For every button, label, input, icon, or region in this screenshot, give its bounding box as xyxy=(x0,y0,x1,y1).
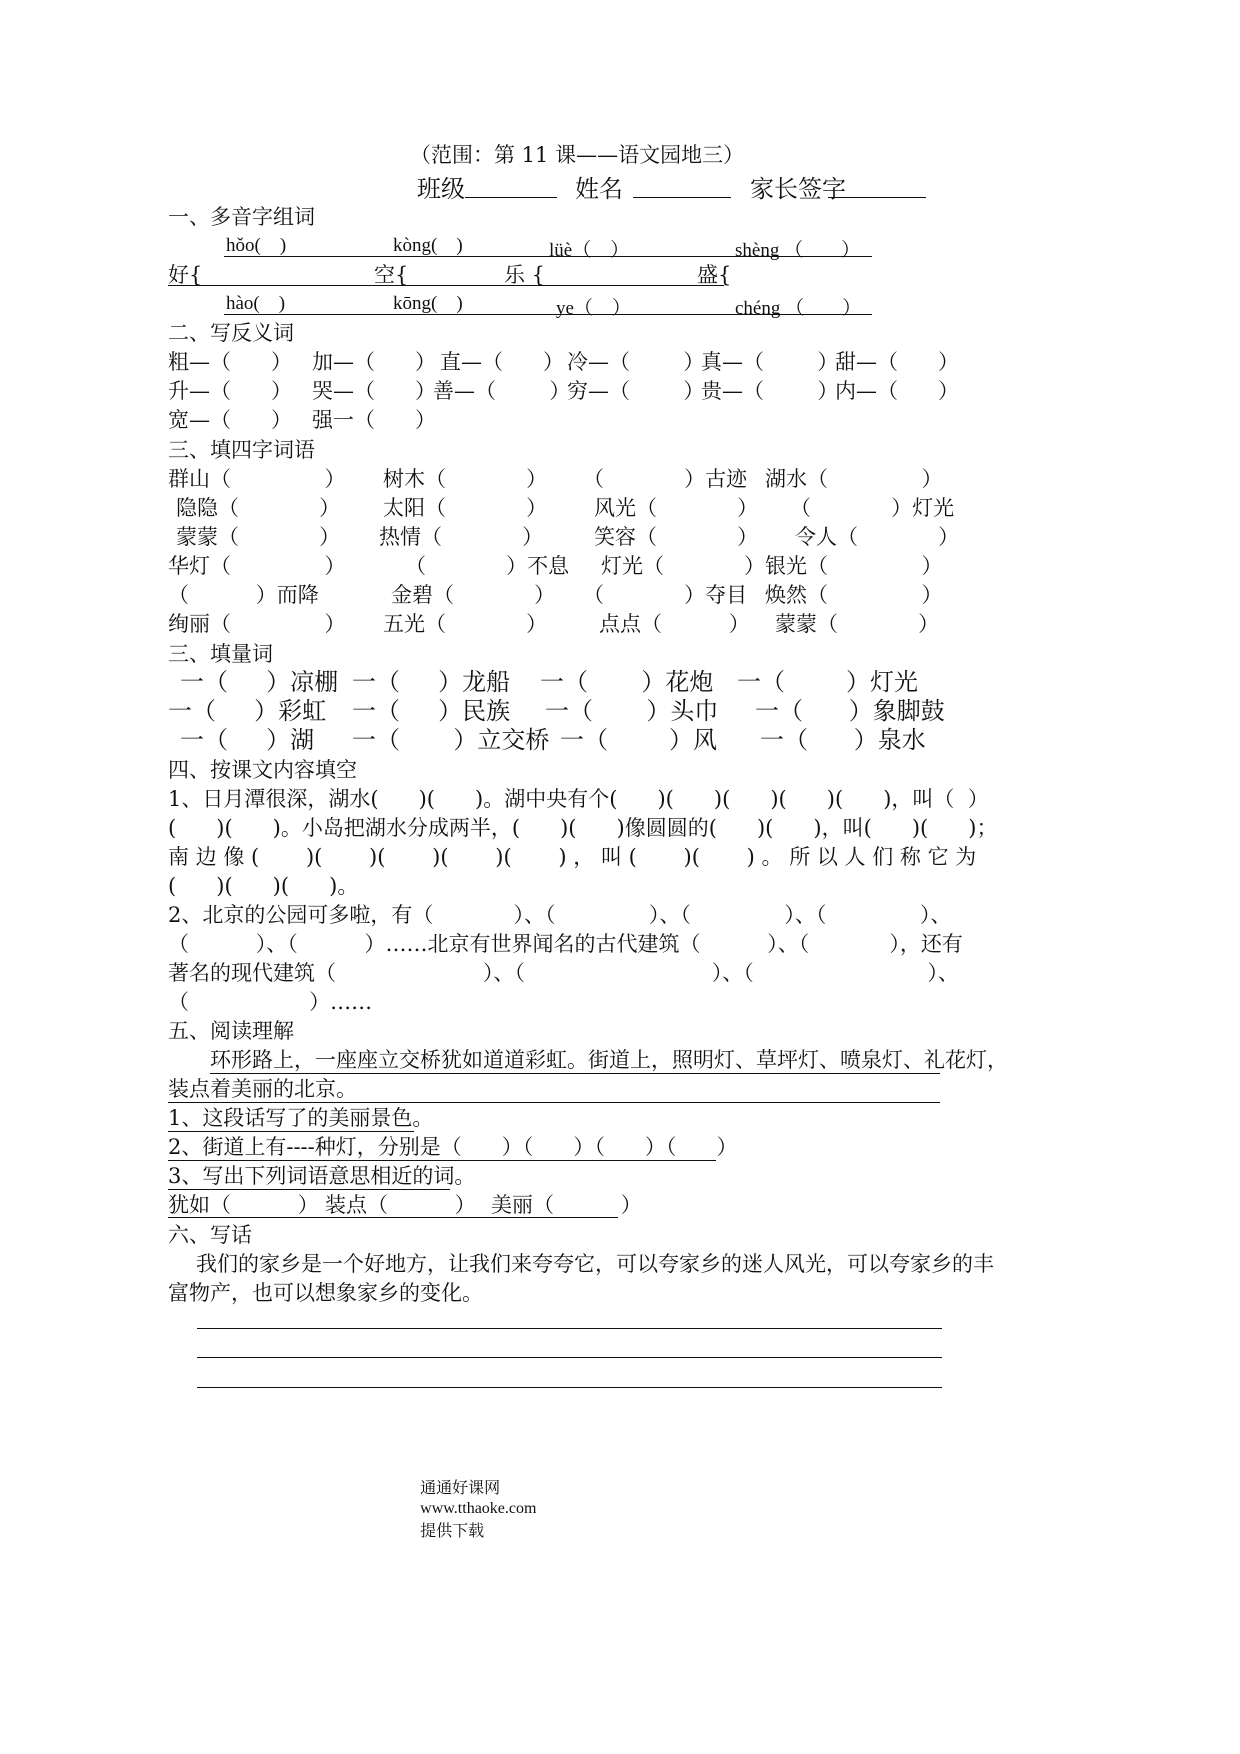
measure-item[interactable]: 一（ ）头巾 xyxy=(545,697,719,725)
pinyin-cheng2: chéng （ ） xyxy=(735,298,862,319)
footer xyxy=(410,1456,536,1541)
measure-item[interactable]: 一（ ）立交桥 xyxy=(352,726,550,754)
antonym-item[interactable]: 直—（ ） xyxy=(440,350,565,374)
section-measure-heading: 三、填量词 xyxy=(168,642,273,666)
four-char-item[interactable]: 银光（ ） xyxy=(765,554,943,578)
writing-prompt-line-1: 我们的家乡是一个好地方，让我们来夸夸它，可以夸家乡的迷人风光，可以夸家乡的丰 xyxy=(196,1252,994,1276)
underline xyxy=(168,1131,414,1132)
four-char-item[interactable]: （ ）夺目 xyxy=(583,583,748,607)
underline xyxy=(210,1073,940,1074)
antonym-item[interactable]: 穷—（ ） xyxy=(567,379,705,403)
antonym-item[interactable]: 哭—（ ） xyxy=(312,379,437,403)
measure-item[interactable]: 一（ ）凉棚 xyxy=(180,668,339,696)
writing-line[interactable] xyxy=(197,1328,942,1329)
four-char-item[interactable]: 笑容（ ） xyxy=(594,525,759,549)
pinyin-hao4: hào( ) xyxy=(226,293,286,314)
four-char-item[interactable]: 点点（ ） xyxy=(599,612,750,636)
writing-line[interactable] xyxy=(197,1357,942,1358)
four-char-item[interactable]: 树木（ ） xyxy=(383,467,548,491)
fill-line[interactable]: 著名的现代建筑（ ）、（ ）、（ ）、 xyxy=(168,961,959,985)
fill-line[interactable]: （ ）…… xyxy=(168,990,373,1014)
fill-line[interactable]: （ ）、（ ）……北京有世界闻名的古代建筑（ ）、（ ），还有 xyxy=(168,932,963,956)
four-char-item[interactable]: （ ）不息 xyxy=(405,554,570,578)
underline xyxy=(168,1160,716,1161)
reading-passage-line-1: 环形路上，一座座立交桥犹如道道彩虹。街道上，照明灯、草坪灯、喷泉灯、礼花灯， xyxy=(210,1048,1008,1072)
underline xyxy=(168,1102,940,1103)
name-label: 姓名 xyxy=(575,175,623,203)
measure-item[interactable]: 一（ ）民族 xyxy=(352,697,511,725)
four-char-item[interactable]: 蒙蒙（ ） xyxy=(176,525,341,549)
four-char-item[interactable]: 蒙蒙（ ） xyxy=(775,612,940,636)
fill-line[interactable]: 2、北京的公园可多啦，有（ ）、（ ）、（ ）、（ ）、 xyxy=(168,903,952,927)
underline xyxy=(168,1189,450,1190)
section-3-heading: 三、填四字词语 xyxy=(168,438,315,462)
section-2-heading: 二、写反义词 xyxy=(168,321,294,345)
measure-item[interactable]: 一（ ）风 xyxy=(560,726,718,754)
measure-item[interactable]: 一（ ）彩虹 xyxy=(168,697,327,725)
section-1-heading: 一、多音字组词 xyxy=(168,205,315,229)
synonym-item[interactable]: 美丽（ ） xyxy=(491,1193,642,1217)
fill-line[interactable]: 南 边 像 ( )( )( )( )( ) ， 叫 ( )( ) 。 所 以 人 们 称 它 为 xyxy=(168,845,977,869)
pinyin-lue4: lüè（ ） xyxy=(549,240,630,261)
measure-item[interactable]: 一（ ）灯光 xyxy=(737,668,919,696)
section-5-heading: 五、阅读理解 xyxy=(168,1019,294,1043)
pinyin-hao3: hǒo( ) xyxy=(226,235,287,256)
antonym-item[interactable]: 真—（ ） xyxy=(701,350,839,374)
char-sheng: 盛{ xyxy=(697,263,732,287)
synonym-item[interactable]: 装点（ ） xyxy=(325,1193,476,1217)
four-char-item[interactable]: 金碧（ ） xyxy=(391,583,556,607)
section-6-heading: 六、写话 xyxy=(168,1223,252,1247)
parent-signature-line[interactable] xyxy=(828,197,926,198)
measure-item[interactable]: 一（ ）湖 xyxy=(180,726,315,754)
char-hao: 好{ xyxy=(168,263,203,287)
pinyin-kong1: kōng( ) xyxy=(393,293,463,314)
class-label: 班级 xyxy=(417,175,465,203)
polyphone-line-3 xyxy=(224,314,872,315)
antonym-item[interactable]: 强一（ ） xyxy=(312,408,437,432)
antonym-item[interactable]: 冷—（ ） xyxy=(567,350,705,374)
four-char-item[interactable]: （ ）古迹 xyxy=(583,467,748,491)
fill-line[interactable]: ( )( )( )。 xyxy=(168,874,359,898)
antonym-item[interactable]: 内—（ ） xyxy=(835,379,960,403)
pinyin-kong4: kòng( ) xyxy=(393,235,463,256)
four-char-item[interactable]: 灯光（ ） xyxy=(601,554,766,578)
char-le: 乐 { xyxy=(504,263,546,287)
parent-signature-label: 家长签字 xyxy=(750,175,846,203)
four-char-item[interactable]: 隐隐（ ） xyxy=(176,496,341,520)
antonym-item[interactable]: 甜—（ ） xyxy=(835,350,960,374)
measure-item[interactable]: 一（ ）泉水 xyxy=(760,726,926,754)
antonym-item[interactable]: 善—（ ） xyxy=(433,379,571,403)
antonym-item[interactable]: 粗—（ ） xyxy=(168,350,293,374)
four-char-item[interactable]: 热情（ ） xyxy=(379,525,544,549)
four-char-item[interactable]: （ ）灯光 xyxy=(790,496,955,520)
writing-prompt-line-2: 富物产，也可以想象家乡的变化。 xyxy=(168,1281,483,1305)
underline xyxy=(168,1217,618,1218)
footer-site: 通通好课网 xyxy=(420,1478,501,1497)
antonym-item[interactable]: 升—（ ） xyxy=(168,379,293,403)
four-char-item[interactable]: 绚丽（ ） xyxy=(168,612,346,636)
reading-question-1[interactable]: 1、这段话写了的美丽景色。 xyxy=(168,1106,434,1130)
footer-download: 提供下载 xyxy=(420,1521,485,1540)
pinyin-sheng4: shèng （ ） xyxy=(735,240,861,261)
char-kong: 空{ xyxy=(374,263,409,287)
four-char-item[interactable]: （ ）而降 xyxy=(168,583,319,607)
name-field-line[interactable] xyxy=(633,197,731,198)
four-char-item[interactable]: 太阳（ ） xyxy=(383,496,548,520)
fill-line[interactable]: 1、日月潭很深，湖水( )( )。湖中央有个( )( )( )( )( )，叫（ ） xyxy=(168,787,989,811)
measure-item[interactable]: 一（ ）象脚鼓 xyxy=(755,697,945,725)
pinyin-ye: ye（ ） xyxy=(556,298,631,319)
footer-url[interactable]: www.tthaoke.com xyxy=(420,1500,537,1517)
four-char-item[interactable]: 焕然（ ） xyxy=(765,583,943,607)
class-field-line[interactable] xyxy=(465,197,557,198)
writing-line[interactable] xyxy=(197,1387,942,1388)
fill-line[interactable]: ( )( )。小岛把湖水分成两半，( )( )像圆圆的( )( )，叫( )( )； xyxy=(168,816,998,840)
four-char-item[interactable]: 令人（ ） xyxy=(795,525,960,549)
antonym-item[interactable]: 加—（ ） xyxy=(312,350,437,374)
four-char-item[interactable]: 群山（ ） xyxy=(168,467,346,491)
reading-passage-line-2: 装点着美丽的北京。 xyxy=(168,1077,357,1101)
reading-question-3: 3、写出下列词语意思相近的词。 xyxy=(168,1164,476,1188)
antonym-item[interactable]: 宽—（ ） xyxy=(168,408,293,432)
section-4-heading: 四、按课文内容填空 xyxy=(168,758,357,782)
four-char-item[interactable]: 湖水（ ） xyxy=(765,467,943,491)
range-title: （范围：第 11 课——语文园地三） xyxy=(410,143,745,167)
antonym-item[interactable]: 贵—（ ） xyxy=(701,379,839,403)
polyphone-line-2 xyxy=(168,285,724,286)
polyphone-line-1 xyxy=(224,256,872,257)
reading-question-2[interactable]: 2、街道上有----种灯，分别是（ ）（ ）（ ）（ ） xyxy=(168,1135,738,1159)
four-char-item[interactable]: 五光（ ） xyxy=(383,612,548,636)
synonym-item[interactable]: 犹如（ ） xyxy=(168,1193,319,1217)
four-char-item[interactable]: 风光（ ） xyxy=(594,496,759,520)
measure-item[interactable]: 一（ ）龙船 xyxy=(352,668,511,696)
measure-item[interactable]: 一（ ）花炮 xyxy=(540,668,714,696)
four-char-item[interactable]: 华灯（ ） xyxy=(168,554,346,578)
